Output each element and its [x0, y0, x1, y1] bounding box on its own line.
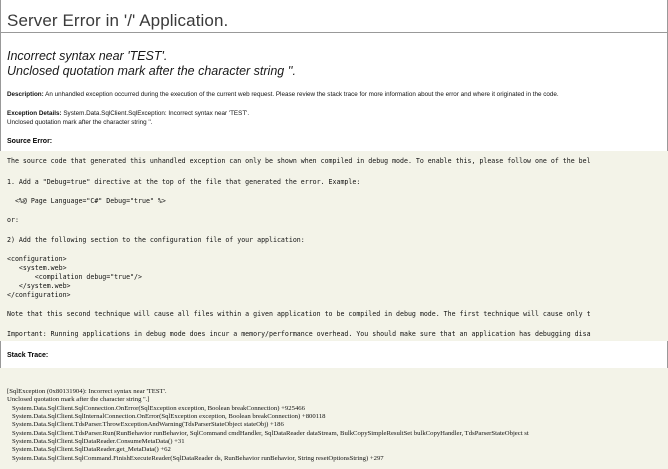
config-line: </system.web>: [7, 282, 71, 290]
stack-line: System.Data.SqlClient.TdsParser.Run(RunBehavior runBehavior, SqlCommand cmdHandler, SqlDataReader dataStream, BulkCopySimpleResultSet bulkCopyHandler, TdsParserStateObject st: [7, 430, 529, 437]
stack-line: [SqlException (0x80131904): Incorrect syntax near 'TEST'.: [7, 388, 167, 395]
stack-line: System.Data.SqlClient.SqlConnection.OnError(SqlException exception, Boolean breakConnection) +925466: [7, 405, 305, 412]
source-error-intro: The source code that generated this unhandled exception can only be shown when compiled in debug mode. To enable this, please follow one of the bel: [7, 157, 591, 165]
source-error-box: [0, 151, 668, 341]
step2-text: 2) Add the following section to the configuration file of your application:: [7, 236, 305, 244]
debug-note: Note that this second technique will cause all files within a given application to be compiled in debug mode. The first technique will cause only t: [7, 310, 591, 318]
stack-trace-box: [0, 368, 668, 469]
step1-text: 1. Add a "Debug=true" directive at the top of the file that generated the error. Example:: [7, 178, 361, 186]
config-line: </configuration>: [7, 291, 71, 299]
stack-line: Unclosed quotation mark after the character string ''.]: [7, 396, 150, 403]
config-line: <compilation debug="true"/>: [7, 273, 142, 281]
config-line: <system.web>: [7, 264, 67, 272]
exception-details-label: Exception Details:: [7, 110, 62, 117]
stack-line: System.Data.SqlClient.SqlInternalConnection.OnError(SqlException exception, Boolean breakConnection) +800118: [7, 413, 326, 420]
stack-line: System.Data.SqlClient.TdsParser.ThrowExceptionAndWarning(TdsParserStateObject stateObj) +186: [7, 421, 284, 428]
error-heading-line1: Incorrect syntax near 'TEST'.: [7, 49, 168, 63]
exception-details: [7, 110, 249, 117]
exception-details-text2: Unclosed quotation mark after the character string ''.: [7, 119, 153, 126]
title-bar: [0, 0, 668, 33]
page-title: Server Error in '/' Application.: [7, 11, 229, 30]
description: [7, 91, 559, 98]
description-label: Description:: [7, 91, 44, 98]
config-line: <configuration>: [7, 255, 67, 263]
debug-important: Important: Running applications in debug mode does incur a memory/performance overhead. You should make sure that an application has debugging disa: [7, 330, 591, 338]
description-text: An unhandled exception occurred during the execution of the current web request. Please review the stack trace for more information about the error and where it originated in the code.: [45, 91, 559, 98]
exception-details-text: System.Data.SqlClient.SqlException: Incorrect syntax near 'TEST'.: [63, 110, 250, 117]
stack-line: System.Data.SqlClient.SqlDataReader.ConsumeMetaData() +31: [7, 438, 185, 445]
or-text: or:: [7, 216, 19, 224]
step1-code: <%@ Page Language="C#" Debug="true" %>: [7, 197, 166, 205]
stack-trace-label: Stack Trace:: [7, 352, 49, 359]
stack-line: System.Data.SqlClient.SqlCommand.FinishExecuteReader(SqlDataReader ds, RunBehavior runBehavior, String resetOptionsString) +297: [7, 455, 384, 462]
stack-line: System.Data.SqlClient.SqlDataReader.get_MetaData() +62: [7, 446, 171, 453]
source-error-label: Source Error:: [7, 138, 53, 145]
error-heading-line2: Unclosed quotation mark after the character string ''.: [7, 64, 296, 78]
